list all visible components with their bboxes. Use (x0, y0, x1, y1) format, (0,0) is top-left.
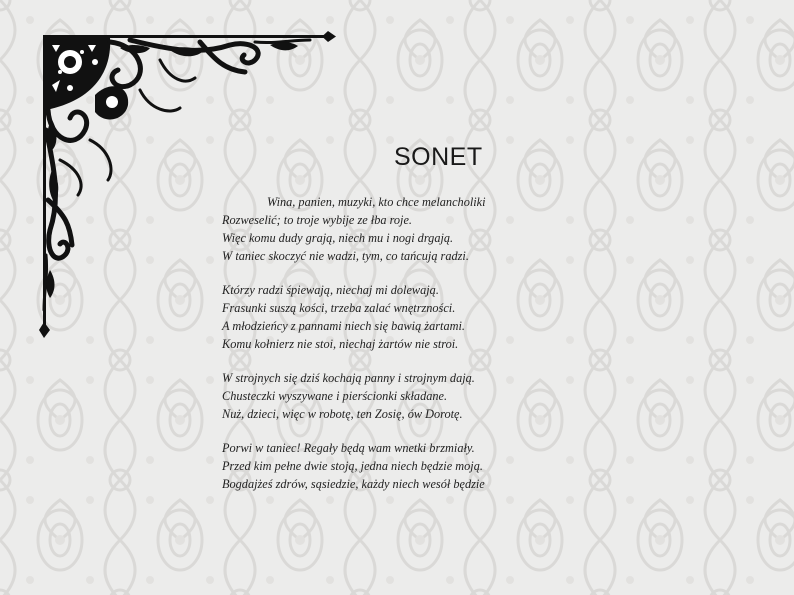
poem-line: Frasunki suszą kości, trzeba zalać wnętrzności. (222, 301, 456, 315)
poem-line: Komu kołnierz nie stoi, niechaj żartów nie stroi. (222, 337, 459, 351)
poem-line: Nuż, dzieci, więc w robotę, ten Zosię, ów Dorotę. (222, 407, 463, 421)
poem-line: Więc komu dudy grają, niech mu i nogi drgają. (222, 231, 454, 245)
poem-title: SONET (394, 143, 483, 171)
stanza-3 (222, 369, 782, 423)
poem-line: Chusteczki wyszywane i pierścionki składane. (222, 389, 448, 403)
poem-line: W strojnych się dziś kochają panny i strojnym dają. (222, 371, 475, 385)
poem-line: Rozweselić; to troje wybije ze łba roje. (222, 213, 412, 227)
poem-line: Porwi w taniec! Regały będą wam wnetki brzmiały. (222, 441, 475, 455)
poem-line: Którzy radzi śpiewają, niechaj mi dolewają. (222, 283, 439, 297)
poem-line: Wina, panien, muzyki, kto chce melancholiki (267, 195, 486, 209)
poem-line: W taniec skoczyć nie wadzi, tym, co tańcują radzi. (222, 249, 469, 263)
poem-line: Bogdajżeś zdrów, sąsiedzie, każdy niech wesół będzie (222, 477, 485, 491)
stanza-4 (222, 439, 782, 493)
poem-line: Przed kim pełne dwie stoją, jedna niech będzie moją. (222, 459, 483, 473)
stanza-2 (222, 281, 782, 353)
stanza-1 (222, 193, 782, 265)
poem-line: A młodzieńcy z pannami niech się bawią żartami. (222, 319, 465, 333)
poem-body (222, 193, 782, 509)
